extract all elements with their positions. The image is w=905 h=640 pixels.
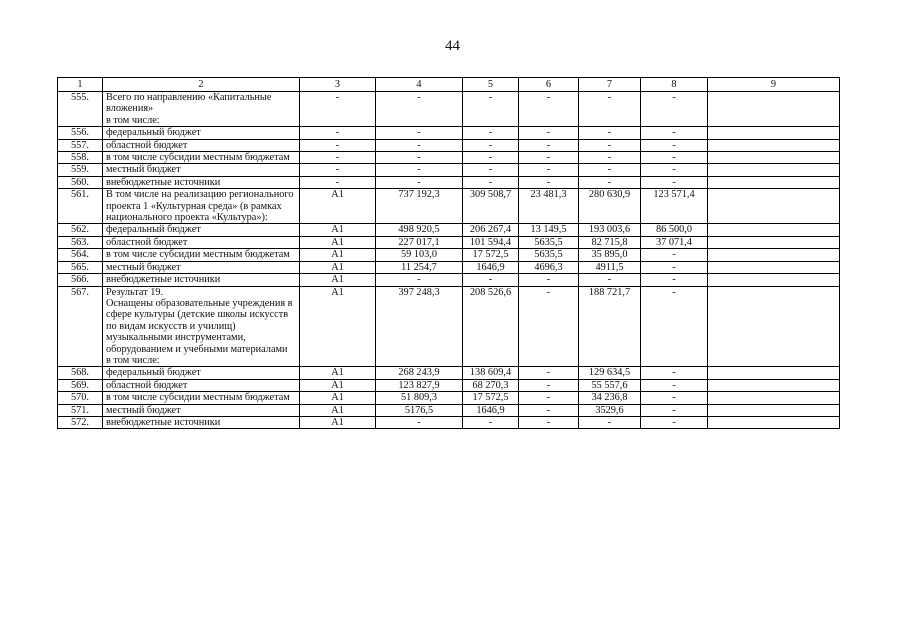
row-value-col5: -: [463, 127, 519, 139]
row-value-col7: 82 715,8: [579, 236, 641, 248]
row-number: 569.: [58, 379, 103, 391]
row-value-col4: 737 192,3: [376, 189, 463, 224]
table-row: [58, 152, 840, 164]
row-value-col6: -: [519, 379, 579, 391]
row-code: А1: [300, 261, 376, 273]
row-note-col9: [708, 261, 840, 273]
row-code: А1: [300, 189, 376, 224]
column-header-4: 4: [376, 78, 463, 92]
row-value-col4: 397 248,3: [376, 286, 463, 367]
table-row: [58, 164, 840, 176]
row-value-col4: 227 017,1: [376, 236, 463, 248]
row-number: 564.: [58, 249, 103, 261]
table-row: [58, 379, 840, 391]
table-body: [58, 78, 840, 429]
row-note-col9: [708, 164, 840, 176]
row-value-col5: 101 594,4: [463, 236, 519, 248]
row-note-col9: [708, 152, 840, 164]
row-note-col9: [708, 274, 840, 286]
row-value-col7: 55 557,6: [579, 379, 641, 391]
row-value-col4: 11 254,7: [376, 261, 463, 273]
row-code: -: [300, 176, 376, 188]
row-name: областной бюджет: [103, 236, 300, 248]
row-note-col9: [708, 416, 840, 428]
row-value-col8: -: [641, 92, 708, 127]
row-value-col6: 5635,5: [519, 249, 579, 261]
row-value-col7: -: [579, 139, 641, 151]
row-name: Всего по направлению «Капитальные вложения» в том числе:: [103, 92, 300, 127]
row-value-col7: -: [579, 416, 641, 428]
row-value-col7: 129 634,5: [579, 367, 641, 379]
row-number: 572.: [58, 416, 103, 428]
table-header-row: [58, 78, 840, 92]
row-value-col8: -: [641, 274, 708, 286]
row-value-col5: 206 267,4: [463, 224, 519, 236]
column-header-8: 8: [641, 78, 708, 92]
row-value-col7: 3529,6: [579, 404, 641, 416]
row-number: 570.: [58, 392, 103, 404]
table-row: [58, 92, 840, 127]
row-number: 571.: [58, 404, 103, 416]
row-name: областной бюджет: [103, 139, 300, 151]
row-value-col5: -: [463, 92, 519, 127]
row-note-col9: [708, 249, 840, 261]
row-value-col6: -: [519, 139, 579, 151]
column-header-5: 5: [463, 78, 519, 92]
row-value-col4: -: [376, 152, 463, 164]
row-name: в том числе субсидии местным бюджетам: [103, 249, 300, 261]
row-value-col8: -: [641, 392, 708, 404]
row-number: 556.: [58, 127, 103, 139]
row-number: 560.: [58, 176, 103, 188]
row-value-col5: -: [463, 416, 519, 428]
table-row: [58, 139, 840, 151]
table-row: [58, 176, 840, 188]
row-note-col9: [708, 92, 840, 127]
row-number: 566.: [58, 274, 103, 286]
row-value-col6: -: [519, 404, 579, 416]
table-row: [58, 416, 840, 428]
table-row: [58, 404, 840, 416]
row-value-col8: 37 071,4: [641, 236, 708, 248]
row-value-col8: -: [641, 367, 708, 379]
row-number: 559.: [58, 164, 103, 176]
row-name: в том числе субсидии местным бюджетам: [103, 152, 300, 164]
row-value-col7: -: [579, 176, 641, 188]
row-value-col6: -: [519, 392, 579, 404]
row-value-col4: 498 920,5: [376, 224, 463, 236]
row-value-col8: -: [641, 416, 708, 428]
table-row: [58, 236, 840, 248]
row-value-col6: -: [519, 92, 579, 127]
column-header-2: 2: [103, 78, 300, 92]
row-name: местный бюджет: [103, 404, 300, 416]
row-code: А1: [300, 392, 376, 404]
row-number: 557.: [58, 139, 103, 151]
row-number: 565.: [58, 261, 103, 273]
row-value-col6: -: [519, 176, 579, 188]
row-name: В том числе на реализацию регионального проекта 1 «Культурная среда» (в рамках национального проекта «Культура»):: [103, 189, 300, 224]
row-code: -: [300, 164, 376, 176]
table-row: [58, 286, 840, 367]
row-value-col5: 138 609,4: [463, 367, 519, 379]
row-value-col6: -: [519, 286, 579, 367]
row-code: А1: [300, 236, 376, 248]
row-number: 558.: [58, 152, 103, 164]
column-header-9: 9: [708, 78, 840, 92]
table-row: [58, 249, 840, 261]
row-code: А1: [300, 367, 376, 379]
row-name: федеральный бюджет: [103, 224, 300, 236]
row-code: А1: [300, 224, 376, 236]
row-number: 568.: [58, 367, 103, 379]
row-code: -: [300, 152, 376, 164]
column-header-1: 1: [58, 78, 103, 92]
row-code: -: [300, 92, 376, 127]
row-name: внебюджетные источники: [103, 274, 300, 286]
row-code: -: [300, 127, 376, 139]
row-value-col5: -: [463, 139, 519, 151]
row-number: 567.: [58, 286, 103, 367]
row-value-col5: 1646,9: [463, 261, 519, 273]
row-value-col6: -: [519, 367, 579, 379]
row-value-col6: -: [519, 274, 579, 286]
row-value-col8: 123 571,4: [641, 189, 708, 224]
table-row: [58, 274, 840, 286]
row-value-col7: -: [579, 127, 641, 139]
row-note-col9: [708, 392, 840, 404]
column-header-3: 3: [300, 78, 376, 92]
row-name: Результат 19. Оснащены образовательные учреждения в сфере культуры (детские школы искусств по видам искусств и училищ) музыкальными инструментами, оборудованием и учебными материалами в том числе:: [103, 286, 300, 367]
table-row: [58, 224, 840, 236]
row-value-col8: -: [641, 164, 708, 176]
row-number: 561.: [58, 189, 103, 224]
row-value-col7: 4911,5: [579, 261, 641, 273]
row-note-col9: [708, 127, 840, 139]
row-note-col9: [708, 404, 840, 416]
row-code: А1: [300, 404, 376, 416]
row-value-col5: 208 526,6: [463, 286, 519, 367]
page-number: 44: [445, 38, 460, 54]
row-name: областной бюджет: [103, 379, 300, 391]
budget-table: [57, 77, 840, 429]
table-row: [58, 261, 840, 273]
row-note-col9: [708, 236, 840, 248]
row-value-col7: -: [579, 274, 641, 286]
table-row: [58, 367, 840, 379]
row-value-col5: -: [463, 176, 519, 188]
row-value-col6: -: [519, 416, 579, 428]
row-number: 563.: [58, 236, 103, 248]
row-note-col9: [708, 224, 840, 236]
row-number: 562.: [58, 224, 103, 236]
row-value-col7: 34 236,8: [579, 392, 641, 404]
row-value-col4: -: [376, 92, 463, 127]
row-name: местный бюджет: [103, 164, 300, 176]
row-value-col8: 86 500,0: [641, 224, 708, 236]
row-value-col7: 280 630,9: [579, 189, 641, 224]
row-value-col7: -: [579, 152, 641, 164]
row-code: А1: [300, 416, 376, 428]
row-note-col9: [708, 176, 840, 188]
row-value-col6: -: [519, 164, 579, 176]
row-value-col8: -: [641, 379, 708, 391]
table-row: [58, 127, 840, 139]
row-value-col5: 1646,9: [463, 404, 519, 416]
row-note-col9: [708, 379, 840, 391]
row-value-col7: -: [579, 92, 641, 127]
row-value-col4: 59 103,0: [376, 249, 463, 261]
column-header-7: 7: [579, 78, 641, 92]
row-note-col9: [708, 139, 840, 151]
row-name: местный бюджет: [103, 261, 300, 273]
row-value-col4: 268 243,9: [376, 367, 463, 379]
row-code: А1: [300, 286, 376, 367]
row-value-col5: -: [463, 152, 519, 164]
row-value-col8: -: [641, 127, 708, 139]
row-name: внебюджетные источники: [103, 416, 300, 428]
row-value-col6: 4696,3: [519, 261, 579, 273]
row-value-col7: -: [579, 164, 641, 176]
row-value-col8: -: [641, 286, 708, 367]
row-value-col8: -: [641, 261, 708, 273]
row-value-col5: -: [463, 274, 519, 286]
row-name: федеральный бюджет: [103, 367, 300, 379]
row-value-col4: 51 809,3: [376, 392, 463, 404]
row-code: -: [300, 139, 376, 151]
row-note-col9: [708, 367, 840, 379]
row-value-col4: -: [376, 176, 463, 188]
row-value-col7: 188 721,7: [579, 286, 641, 367]
row-value-col4: -: [376, 274, 463, 286]
row-code: А1: [300, 274, 376, 286]
row-name: в том числе субсидии местным бюджетам: [103, 392, 300, 404]
row-value-col5: 309 508,7: [463, 189, 519, 224]
row-value-col7: 35 895,0: [579, 249, 641, 261]
row-value-col8: -: [641, 404, 708, 416]
row-name: внебюджетные источники: [103, 176, 300, 188]
row-value-col6: 13 149,5: [519, 224, 579, 236]
row-value-col6: -: [519, 152, 579, 164]
row-value-col5: 17 572,5: [463, 392, 519, 404]
row-value-col4: -: [376, 164, 463, 176]
row-number: 555.: [58, 92, 103, 127]
row-value-col8: -: [641, 176, 708, 188]
row-value-col4: 5176,5: [376, 404, 463, 416]
row-note-col9: [708, 189, 840, 224]
row-value-col5: 68 270,3: [463, 379, 519, 391]
row-value-col4: -: [376, 127, 463, 139]
row-value-col4: 123 827,9: [376, 379, 463, 391]
table-row: [58, 189, 840, 224]
row-value-col7: 193 003,6: [579, 224, 641, 236]
row-value-col4: -: [376, 416, 463, 428]
row-value-col5: 17 572,5: [463, 249, 519, 261]
row-value-col6: 5635,5: [519, 236, 579, 248]
row-code: А1: [300, 379, 376, 391]
row-value-col5: -: [463, 164, 519, 176]
row-value-col8: -: [641, 139, 708, 151]
row-value-col8: -: [641, 249, 708, 261]
row-value-col6: -: [519, 127, 579, 139]
row-value-col4: -: [376, 139, 463, 151]
row-name: федеральный бюджет: [103, 127, 300, 139]
row-value-col6: 23 481,3: [519, 189, 579, 224]
row-value-col8: -: [641, 152, 708, 164]
table-row: [58, 392, 840, 404]
column-header-6: 6: [519, 78, 579, 92]
row-code: А1: [300, 249, 376, 261]
row-note-col9: [708, 286, 840, 367]
